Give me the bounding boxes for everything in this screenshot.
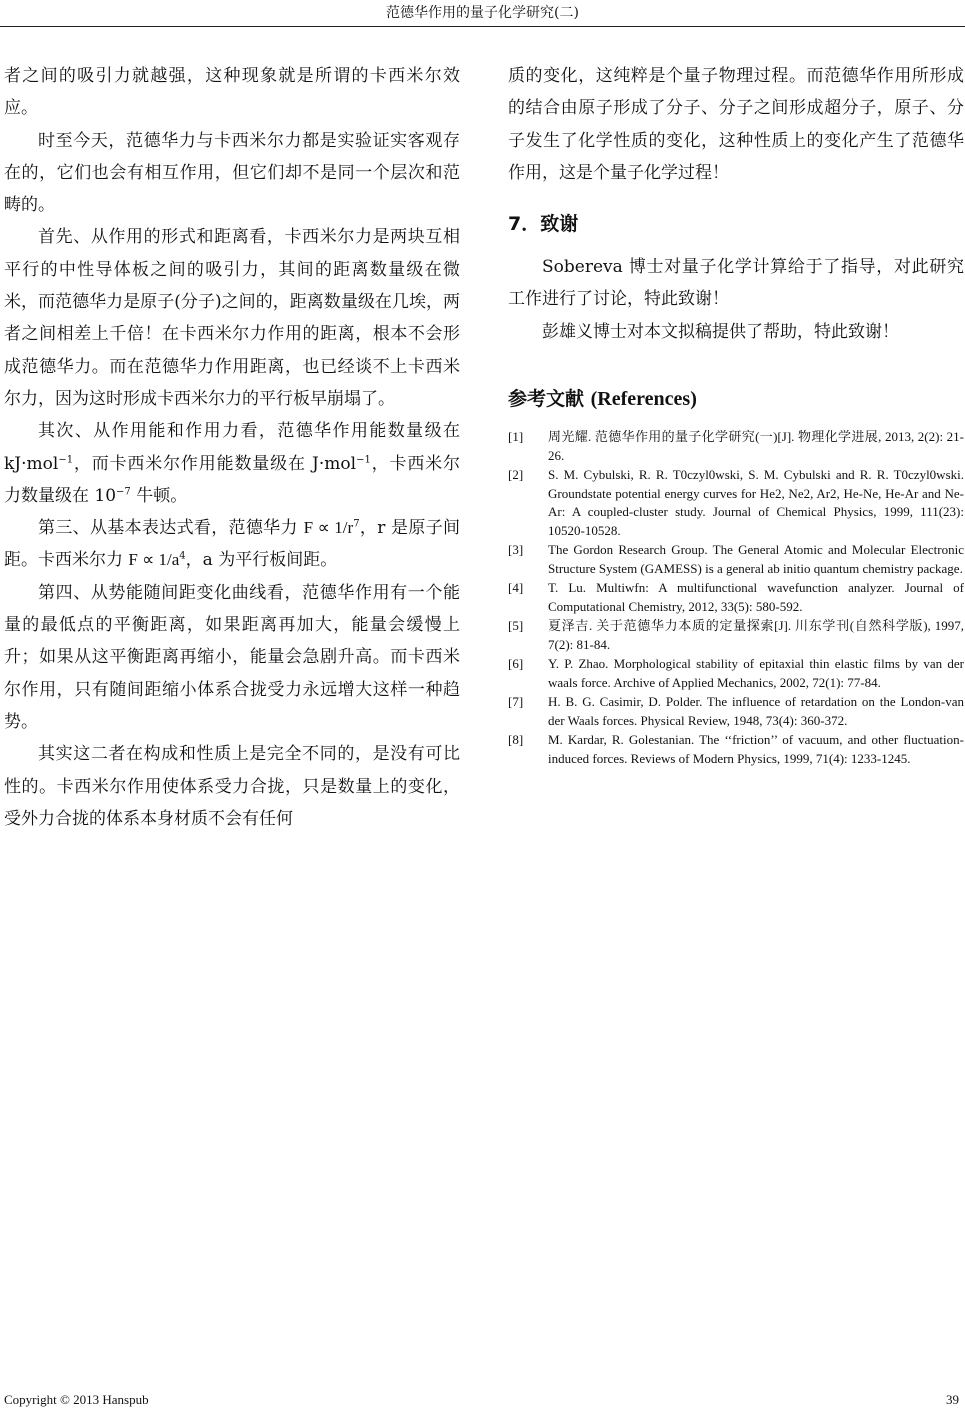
superscript: 4 bbox=[179, 550, 186, 562]
paragraph: 其实这二者在构成和性质上是完全不同的，是没有可比性的。卡西米尔作用使体系受力合拢，只是数量上的变化，受外力合拢的体系本身材质不会有任何 bbox=[4, 744, 460, 829]
reference-text: Y. P. Zhao. Morphological stability of epitaxial thin elastic films by van der waals force. Archive of Applied Mechanics, 2002, 72(1): 77-84. bbox=[548, 656, 964, 690]
text-run: ，而卡西米尔作用能数量级在 J·mol bbox=[73, 453, 357, 474]
text-run: ，r 是原子间距。卡西米尔力 bbox=[4, 518, 461, 571]
footer-page-number: 39 bbox=[946, 1392, 959, 1407]
reference-item bbox=[508, 466, 964, 540]
superscript: −7 bbox=[116, 486, 131, 498]
paragraph: 第四、从势能随间距变化曲线看，范德华作用有一个能量的最低点的平衡距离，如果距离再加大，能量会缓慢上升；如果从这平衡距离再缩小，能量会急剧升高。而卡西米尔作用，只有随间距缩小体系合拢受力永远增大这样一种趋势。 bbox=[4, 582, 460, 732]
superscript: −1 bbox=[58, 453, 74, 465]
reference-item bbox=[508, 428, 964, 465]
paragraph: 质的变化，这纯粹是个量子物理过程。而范德华作用所形成的结合由原子形成了分子、分子之间形成超分子，原子、分子发生了化学性质的变化，这种性质上的变化产生了范德华作用，这是个量子化学过程！ bbox=[508, 66, 964, 183]
reference-number: [3] bbox=[508, 542, 524, 558]
reference-list bbox=[508, 428, 964, 768]
formula-casimir: F ∝ 1/a bbox=[128, 550, 180, 570]
reference-item bbox=[508, 655, 964, 692]
formula-vdw: F ∝ 1/r bbox=[303, 518, 354, 538]
reference-item bbox=[508, 579, 964, 616]
references-title-cn: 参考文献 bbox=[508, 388, 585, 411]
right-column bbox=[508, 60, 964, 769]
reference-item bbox=[508, 731, 964, 768]
reference-number: [5] bbox=[508, 618, 524, 634]
reference-item bbox=[508, 693, 964, 730]
section-heading-references bbox=[508, 386, 964, 412]
running-header bbox=[0, 4, 965, 22]
reference-number: [2] bbox=[508, 467, 524, 483]
footer-copyright: Copyright © 2013 Hanspub bbox=[4, 1392, 149, 1407]
references-title-en: (References) bbox=[590, 388, 697, 411]
header-rule bbox=[0, 26, 965, 27]
reference-item bbox=[508, 617, 964, 654]
reference-number: [7] bbox=[508, 694, 524, 710]
text-run: 牛顿。 bbox=[130, 485, 188, 506]
paragraph: 首先、从作用的形式和距离看，卡西米尔力是两块互相平行的中性导体板之间的吸引力，其间的距离数量级在微米，而范德华力是原子(分子)之间的，距离数量级在几埃，两者之间相差上千倍！在卡西米尔力作用的距离，根本不会形成范德华力。而在范德华力作用距离，也已经谈不上卡西米尔力，因为这时形成卡西米尔力的平行板早崩塌了。 bbox=[4, 227, 460, 409]
reference-number: [8] bbox=[508, 732, 524, 748]
text-run: ，a 为平行板间距。 bbox=[185, 550, 338, 571]
reference-number: [1] bbox=[508, 429, 524, 445]
paragraph-energy-magnitudes bbox=[4, 415, 460, 512]
paragraph-ack: Sobereva 博士对量子化学计算给于了指导，对此研究工作进行了讨论，特此致谢！ bbox=[508, 257, 964, 310]
section-heading-acknowledgement: 7．致谢 bbox=[508, 213, 579, 236]
paragraph-formulas bbox=[4, 512, 460, 577]
reference-text: T. Lu. Multiwfn: A multifunctional wavefunction analyzer. Journal of Computational Chemistry, 2012, 33(5): 580-592. bbox=[548, 580, 964, 614]
reference-number: [6] bbox=[508, 656, 524, 672]
superscript: 7 bbox=[353, 518, 360, 530]
reference-text: The Gordon Research Group. The General Atomic and Molecular Electronic Structure System (GAMESS) is a general ab initio quantum chemistry package. bbox=[548, 542, 964, 576]
reference-text: H. B. G. Casimir, D. Polder. The influence of retardation on the London-van der Waals forces. Physical Review, 1948, 73(4): 360-372. bbox=[548, 694, 964, 728]
running-title: 范德华作用的量子化学研究(二) bbox=[386, 5, 579, 21]
reference-item bbox=[508, 541, 964, 578]
text-run: 第三、从基本表达式看，范德华力 bbox=[38, 518, 298, 539]
text-run: ，卡西米尔力数量级在 10 bbox=[4, 453, 461, 506]
reference-text: S. M. Cybulski, R. R. T0czyl0wski, S. M. Cybulski and R. R. T0czyl0wski. Groundstate potential energy curves for He2, Ne2, Ar2, He-Ne, He-Ar and Ne-Ar: A coupled-cluster study. Journal of Chemical Physics, 1999, 111(23): 10520-10528. bbox=[548, 467, 964, 538]
paragraph-ack: 彭雄义博士对本文拟稿提供了帮助，特此致谢！ bbox=[542, 321, 899, 342]
paragraph: 者之间的吸引力就越强，这种现象就是所谓的卡西米尔效应。 bbox=[4, 66, 460, 119]
left-column bbox=[4, 60, 460, 835]
text-run: 其次、从作用能和作用力看，范德华作用能数量级在 kJ·mol bbox=[4, 421, 460, 474]
superscript: −1 bbox=[356, 453, 371, 465]
reference-text: M. Kardar, R. Golestanian. The ‘‘friction’’ of vacuum, and other fluctuation-induced forces. Reviews of Modern Physics, 1999, 71(4): 1233-1245. bbox=[548, 732, 964, 766]
reference-number: [4] bbox=[508, 580, 524, 596]
reference-text: 周光耀. 范德华作用的量子化学研究(一)[J]. 物理化学进展, 2013, 2(2): 21-26. bbox=[548, 429, 964, 463]
paragraph: 时至今天，范德华力与卡西米尔力都是实验证实客观存在的，它们也会有相互作用，但它们却不是同一个层次和范畴的。 bbox=[4, 130, 460, 216]
reference-text: 夏泽吉. 关于范德华力本质的定量探索[J]. 川东学刊(自然科学版), 1997, 7(2): 81-84. bbox=[548, 618, 964, 652]
